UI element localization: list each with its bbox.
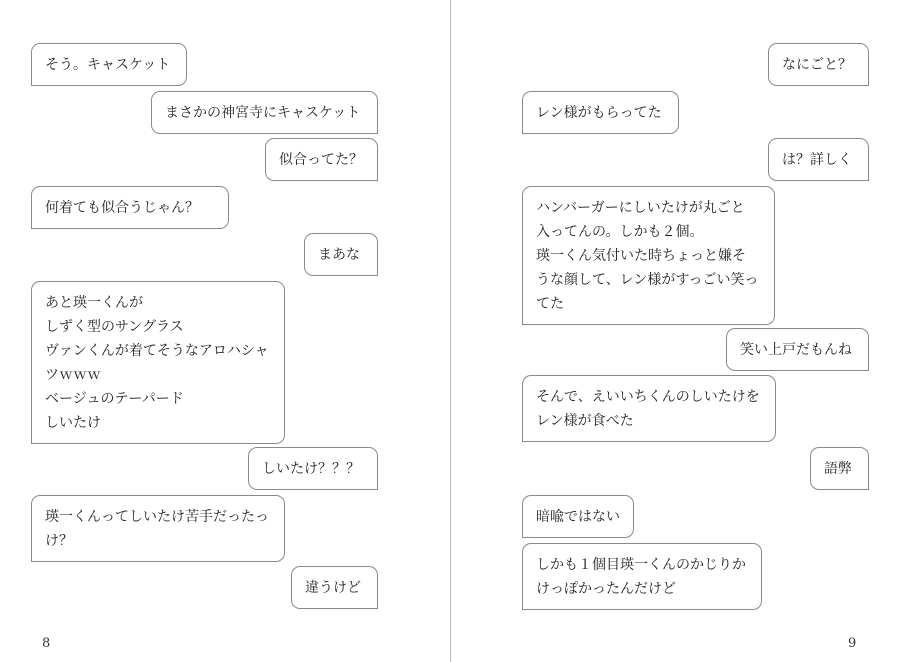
message-line: うな顔して、レン様がすっごい笑っ xyxy=(536,272,759,288)
message-bubble xyxy=(291,566,378,609)
page-number: 8 xyxy=(42,636,51,651)
message-line: ベージュのテーパード xyxy=(45,391,184,407)
message-line: ハンバーガーにしいたけが丸ごと xyxy=(536,200,745,216)
message-bubble xyxy=(768,138,869,181)
message-line: ヴァンくんが着てそうなアロハシャ xyxy=(45,343,269,359)
message-line: まあな xyxy=(318,247,360,263)
message-bubble xyxy=(31,281,285,444)
message-line: は？詳しく xyxy=(782,152,852,168)
message-bubble xyxy=(151,91,378,134)
message-line: まさかの神宮寺にキャスケット xyxy=(165,105,361,121)
message-bubble xyxy=(810,447,869,490)
message-line: 似合ってた？ xyxy=(279,152,363,168)
message-line: あと瑛一くんが xyxy=(45,295,143,311)
message-bubble xyxy=(265,138,378,181)
message-line: 入ってんの。しかも２個。 xyxy=(536,224,704,240)
message-line: レン様が食べた xyxy=(536,413,634,429)
message-line: ツｗｗｗ xyxy=(45,367,101,383)
message-line: しいたけ xyxy=(45,415,101,431)
message-bubble xyxy=(768,43,869,86)
message-bubble xyxy=(31,495,285,562)
message-line: そんで、えいいちくんのしいたけを xyxy=(536,389,760,405)
message-line: しかも１個目瑛一くんのかじりか xyxy=(536,557,746,573)
message-line: しいたけ？？？ xyxy=(262,461,360,477)
message-bubble xyxy=(248,447,378,490)
message-line: レン様がもらってた xyxy=(536,105,662,121)
page-number: 9 xyxy=(848,636,857,651)
message-line: 瑛一くん気付いた時ちょっと嫌そ xyxy=(536,248,746,264)
message-bubble xyxy=(31,43,187,86)
right-page xyxy=(451,0,900,662)
message-bubble xyxy=(522,186,775,325)
message-line: 笑い上戸だもんね xyxy=(740,342,852,358)
message-line: なにごと？ xyxy=(782,57,852,73)
message-line: そう。キャスケット xyxy=(45,57,171,73)
message-line: 瑛一くんってしいたけ苦手だったっ xyxy=(45,509,269,525)
message-line: 違うけど xyxy=(305,580,361,596)
message-bubble xyxy=(31,186,229,229)
message-line: け？ xyxy=(45,533,73,549)
message-bubble xyxy=(304,233,378,276)
message-bubble xyxy=(522,543,762,610)
message-bubble xyxy=(522,91,679,134)
message-bubble xyxy=(726,328,869,371)
message-bubble xyxy=(522,375,776,442)
message-line: けっぽかったんだけど xyxy=(536,581,676,597)
message-line: てた xyxy=(536,296,564,312)
message-line: 暗喩ではない xyxy=(536,509,620,525)
message-line: 何着ても似合うじゃん？ xyxy=(45,200,199,216)
message-line: しずく型のサングラス xyxy=(45,319,184,335)
message-bubble xyxy=(522,495,634,538)
message-line: 語弊 xyxy=(824,461,852,477)
